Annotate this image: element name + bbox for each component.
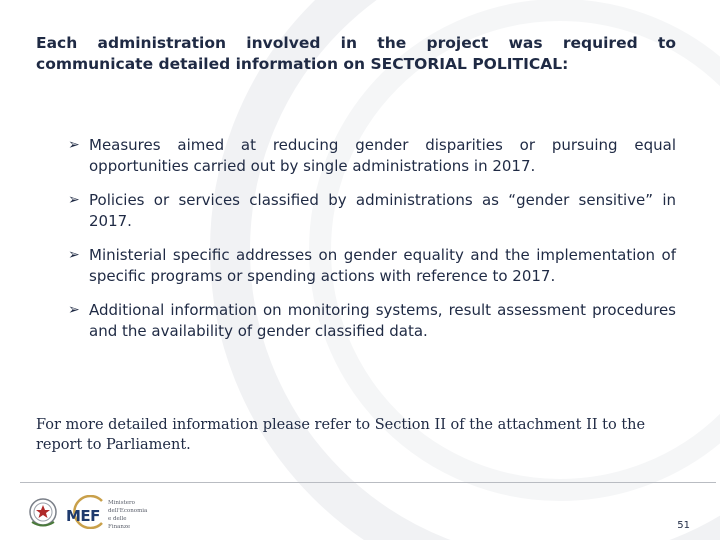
ministry-name: [108, 499, 148, 531]
list-item-text: Additional information on monitoring systems, result assessment procedures and the availability of gender classified data.: [89, 301, 676, 340]
list-item-text: Ministerial specific addresses on gender equality and the implementation of specific programs or spending actions with reference to 2017.: [89, 246, 676, 285]
ministry-line: e delle Finanze: [108, 516, 131, 530]
list-item: [68, 245, 676, 287]
arrow-bullet-icon: ➢: [68, 247, 80, 263]
italian-emblem-icon: [28, 496, 58, 528]
intro-paragraph: Each administration involved in the project was required to communicate detailed information on SECTORIAL POLITICAL:: [36, 34, 676, 73]
ministry-line: dell'Economia: [108, 508, 148, 514]
bullet-list: [68, 135, 676, 355]
list-item-text: Measures aimed at reducing gender disparities or pursuing equal opportunities carried out by single administrations in 2017.: [89, 136, 676, 175]
footer-divider: [20, 482, 716, 483]
list-item: [68, 135, 676, 177]
list-item: [68, 300, 676, 342]
list-item: [68, 190, 676, 232]
ministry-line: Ministero: [108, 500, 135, 506]
page-number: 51: [677, 520, 690, 531]
arrow-bullet-icon: ➢: [68, 192, 80, 208]
list-item-text: Policies or services classified by administrations as “gender sensitive” in 2017.: [89, 191, 676, 230]
arrow-bullet-icon: ➢: [68, 302, 80, 318]
mef-logo-text: MEF: [66, 507, 100, 525]
reference-note: For more detailed information please refer to Section II of the attachment II to the report to Parliament.: [36, 417, 646, 453]
arrow-bullet-icon: ➢: [68, 137, 80, 153]
